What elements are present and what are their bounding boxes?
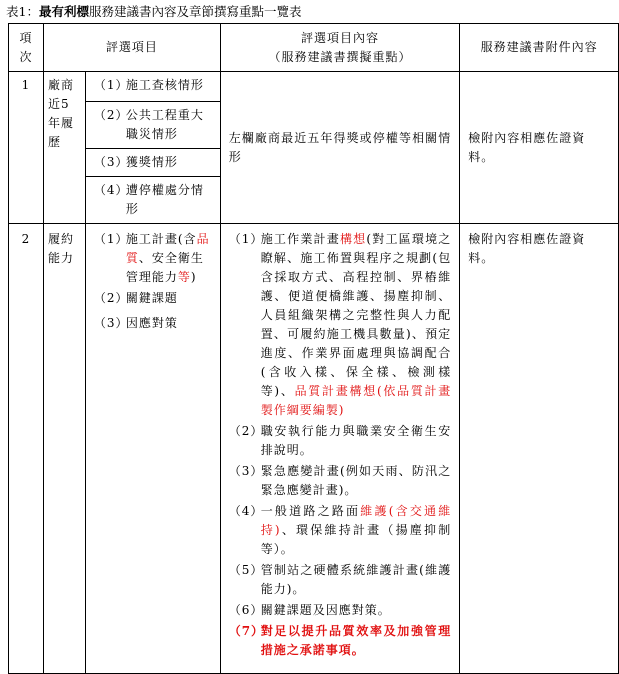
content-item: （2） 職安執行能力與職業安全衛生安排說明。 bbox=[228, 424, 452, 457]
content-item: （4） 一般道路之路面維護(含交通維持)、環保維持計畫（揚塵抑制等）。 bbox=[228, 504, 452, 556]
row2-category: 履約能力 bbox=[43, 224, 85, 674]
row1-subitem: （1） 施工查核情形 bbox=[85, 72, 220, 102]
header-item-no: 項 次 bbox=[9, 24, 44, 72]
content-item: （7） 對足以提升品質效率及加強管理措施之承諾事項。 bbox=[228, 624, 452, 657]
row1-subitem: （4） 遭停權處分情形 bbox=[85, 177, 220, 224]
content-item: （5） 管制站之硬體系統維護計畫(維護能力)。 bbox=[228, 563, 452, 596]
table-row bbox=[9, 72, 619, 102]
row1-category: 廠商近5年履歷 bbox=[43, 72, 85, 224]
proposal-table bbox=[8, 23, 619, 674]
row2-content bbox=[220, 224, 460, 674]
row1-subitem: （2） 公共工程重大職災情形 bbox=[85, 102, 220, 149]
row1-content: 左欄廠商最近五年得獎或停權等相關情形 bbox=[220, 72, 460, 224]
row2-subitems: （1） 施工計畫(含品質、安全衛生管理能力等) （2） 關鍵課題 （3） 因應對策 bbox=[85, 224, 220, 674]
caption-rest: 服務建議書內容及章節撰寫重點一覽表 bbox=[88, 4, 302, 19]
header-item: 評選項目 bbox=[43, 24, 220, 72]
table-row bbox=[9, 224, 619, 674]
row1-attachment: 檢附內容相應佐證資料。 bbox=[460, 72, 619, 224]
header-content: 評選項目內容 （服務建議書撰擬重點） bbox=[220, 24, 460, 72]
content-item: （6） 關鍵課題及因應對策。 bbox=[228, 603, 391, 617]
header-row bbox=[9, 24, 619, 72]
caption-prefix: 表1： bbox=[6, 4, 39, 19]
table-caption bbox=[6, 4, 301, 20]
caption-bold: 最有利標 bbox=[38, 4, 89, 19]
content-item: （1） 施工作業計畫構想(對工區環境之瞭解、施工佈置與程序之規劃(包含採取方式、高程控制、界樁維護、便道便橋維護、揚塵抑制、人員組織架構之完整性與人力配置、可履約施工機具數量)、預定進度、作業界面處理與協調配合(含收入樣、保全樣、檢測樣等)、品質計畫構想(依品質計畫製作綱要編製) bbox=[228, 232, 452, 417]
row1-no: 1 bbox=[9, 72, 44, 224]
row2-attachment: 檢附內容相應佐證資料。 bbox=[460, 224, 619, 674]
row1-subitem: （3） 獲獎情形 bbox=[85, 149, 220, 177]
header-attachment: 服務建議書附件內容 bbox=[460, 24, 619, 72]
content-item: （3） 緊急應變計畫(例如天雨、防汛之緊急應變計畫)。 bbox=[228, 464, 452, 497]
row2-no: 2 bbox=[9, 224, 44, 674]
